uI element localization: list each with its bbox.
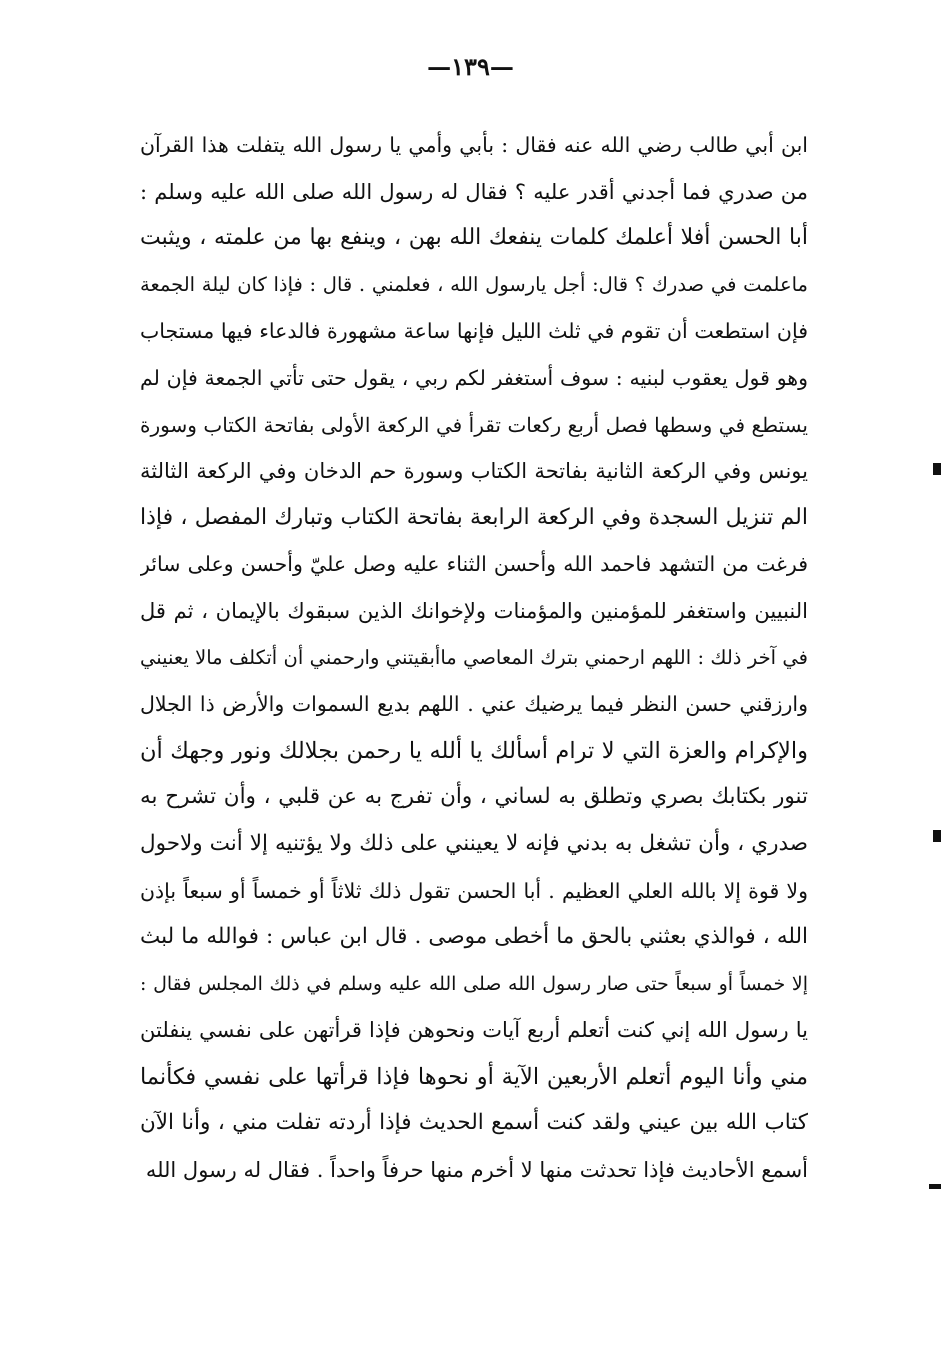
text-line: النبيين واستغفر للمؤمنين والمؤمنات ولإخوانك الذين سبقوك بالإيمان ، ثم قل xyxy=(140,598,808,623)
text-line: يا رسول الله إني كنت أتعلم أربع آيات ونحوهن فإذا قرأتهن على نفسي ينفلتن xyxy=(140,1018,808,1043)
text-line: ماعلمت في صدرك ؟ قال: أجل يارسول الله ، فعلمني . قال : فإذا كان ليلة الجمعة xyxy=(140,272,808,296)
text-line: في آخر ذلك : اللهم ارحمني بترك المعاصي ماأبقيتني وارحمني أن أتكلف مالا يعنيني xyxy=(140,645,808,669)
text-line: تنور بكتابك بصري وتطلق به لساني ، وأن تفرج به عن قلبي ، وأن تشرح به xyxy=(140,784,808,810)
text-line: إلا خمساً أو سبعاً حتى صار رسول الله صلى الله عليه وسلم في ذلك المجلس فقال : xyxy=(140,972,808,995)
text-line: أبا الحسن أفلا أعلمك كلمات ينفعك الله بهن ، وينفع بها من علمته ، ويثبت xyxy=(140,225,808,251)
text-line: يونس وفي الركعة الثانية بفاتحة الكتاب وسورة حم الدخان وفي الركعة الثالثة xyxy=(140,459,808,484)
text-line: وارزقني حسن النظر فيما يرضيك عني . اللهم بديع السموات والأرض ذا الجلال xyxy=(140,692,808,717)
scan-edge-mark xyxy=(929,1184,941,1189)
body-text xyxy=(140,122,808,1194)
text-line: يستطع في وسطها فصل أربع ركعات تقرأ في الركعة الأولى بفاتحة الكتاب وسورة xyxy=(140,412,808,437)
text-line: والإكرام والعزة التي لا ترام أسألك يا ألله يا رحمن بجلالك ونور وجهك أن xyxy=(140,737,808,764)
text-line: فرغت من التشهد فاحمد الله وأحسن الثناء عليه وصل عليّ وأحسن وعلى سائر xyxy=(140,552,808,577)
text-line: الله ، فوالذي بعثني بالحق ما أخطى موصى . قال ابن عباس : فوالله ما لبث xyxy=(140,924,808,950)
text-line: مني وأنا اليوم أتعلم الأربعين الآية أو نحوها فإذا قرأتها على نفسي فكأنما xyxy=(140,1063,808,1090)
text-line: كتاب الله بين عيني ولقد كنت أسمع الحديث فإذا أردته تفلت مني ، وأنا الآن xyxy=(140,1110,808,1136)
text-line: أسمع الأحاديث فإذا تحدثت منها لا أخرم منها حرفاً واحداً . فقال له رسول الله xyxy=(145,1158,808,1183)
text-line: صدري ، وأن تشغل به بدني فإنه لا يعينني على ذلك ولا يؤتنيه إلا أنت ولاحول xyxy=(140,830,808,856)
text-line: ابن أبي طالب رضي الله عنه فقال : بأبي وأمي يا رسول الله يتفلت هذا القرآن xyxy=(140,133,808,157)
text-line: وهو قول يعقوب لبنيه : سوف أستغفر لكم ربي ، يقول حتى تأتي الجمعة فإن لم xyxy=(140,365,808,390)
text-line: من صدري فما أجدني أقدر عليه ؟ فقال له رسول الله صلى الله عليه وسلم : xyxy=(140,179,808,204)
text-line: ولا قوة إلا بالله العلي العظيم . أبا الحسن تقول ذلك ثلاثاً أو خمساً أو سبعاً بإذن xyxy=(140,878,808,903)
text-line: فإن استطعت أن تقوم في ثلث الليل فإنها ساعة مشهورة فالدعاء فيها مستجاب xyxy=(140,319,808,344)
scan-edge-mark xyxy=(933,463,941,475)
scan-edge-mark xyxy=(933,830,941,842)
text-line: الم تنزيل السجدة وفي الركعة الرابعة بفاتحة الكتاب وتبارك المفصل ، فإذا xyxy=(140,504,808,530)
page-number: —١٣٩— xyxy=(427,52,514,81)
